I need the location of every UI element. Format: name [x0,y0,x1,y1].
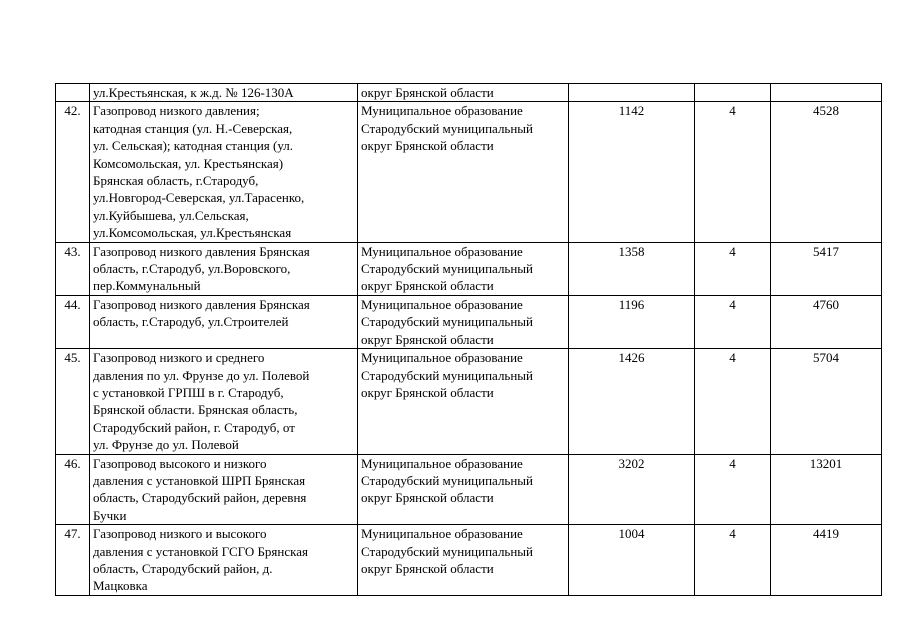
row-number-cell: 42. [56,102,90,242]
object-name-line: пер.Коммунальный [93,278,201,294]
object-name-cell [90,349,358,454]
value-cell: 5417 [771,242,882,295]
quantity-cell: 4 [695,242,771,295]
object-name-line: с установкой ГРПШ в г. Стародуб, [93,384,284,400]
row-number-cell: 45. [56,349,90,454]
owner-line: округ Брянской области [361,384,494,400]
object-name-line: Стародубский район, г. Стародуб, от [93,419,295,435]
length-cell: 1004 [569,525,695,596]
object-name-line: Бучки [93,507,127,523]
value-cell: 4419 [771,525,882,596]
object-name-line: ул.Куйбышева, ул.Сельская, [93,207,249,223]
object-name-cell [90,295,358,348]
value-cell: 4760 [771,295,882,348]
object-name-line: Газопровод низкого давления Брянская [93,296,310,312]
owner-cell [358,84,569,102]
length-cell: 1196 [569,295,695,348]
owner-line: округ Брянской области [361,331,494,347]
object-name-line: давления с установкой ГСГО Брянская [93,543,308,559]
object-name-line: Газопровод низкого давления Брянская [93,243,310,259]
object-name-line: область, Стародубский район, деревня [93,490,307,506]
object-name-line: Брянской области. Брянская область, [93,402,298,418]
owner-line: округ Брянской области [361,490,494,506]
value-cell: 5704 [771,349,882,454]
object-name-line: ул. Фрунзе до ул. Полевой [93,437,239,453]
quantity-cell: 4 [695,102,771,242]
object-name-line: область, г.Стародуб, ул.Воровского, [93,261,291,277]
object-name-line: Брянская область, г.Стародуб, [93,173,259,189]
object-name-line: ул.Новгород-Северская, ул.Тарасенко, [93,190,305,206]
object-name-line: ул.Крестьянская, к ж.д. № 126-130А [93,85,294,100]
object-name-cell [90,242,358,295]
gas-pipeline-table [55,83,882,596]
object-name-line: давления с установкой ШРП Брянская [93,472,306,488]
row-number-cell [56,84,90,102]
owner-line: округ Брянской области [361,138,494,154]
row-number-cell: 46. [56,454,90,525]
quantity-cell: 4 [695,295,771,348]
object-name-cell [90,102,358,242]
table-row [56,102,882,242]
quantity-cell [695,84,771,102]
owner-line: Стародубский муниципальный [361,261,534,277]
object-name-line: давления по ул. Фрунзе до ул. Полевой [93,367,310,383]
object-name-cell [90,84,358,102]
row-number-cell: 47. [56,525,90,596]
length-cell: 1426 [569,349,695,454]
owner-line: Стародубский муниципальный [361,543,534,559]
object-name-cell [90,454,358,525]
length-cell: 3202 [569,454,695,525]
object-name-line: Комсомольская, ул. Крестьянская) [93,155,284,171]
owner-line: Муниципальное образование [361,296,523,312]
length-cell: 1358 [569,242,695,295]
owner-line: Стародубский муниципальный [361,314,534,330]
owner-line: округ Брянской области [361,278,494,294]
object-name-line: ул. Сельская); катодная станция (ул. [93,138,293,154]
object-name-line: ул.Комсомольская, ул.Крестьянская [93,225,292,241]
object-name-line: область, Стародубский район, д. [93,560,273,576]
table-row [56,295,882,348]
quantity-cell: 4 [695,525,771,596]
table-row [56,242,882,295]
length-cell: 1142 [569,102,695,242]
object-name-line: катодная станция (ул. Н.-Северская, [93,120,293,136]
owner-cell [358,242,569,295]
owner-line: Муниципальное образование [361,455,523,471]
object-name-cell [90,525,358,596]
owner-cell [358,295,569,348]
object-name-line: Мацковка [93,578,148,594]
length-cell [569,84,695,102]
value-cell [771,84,882,102]
table-row [56,84,882,102]
owner-cell [358,525,569,596]
owner-cell [358,454,569,525]
owner-line: Стародубский муниципальный [361,120,534,136]
table-row [56,454,882,525]
quantity-cell: 4 [695,454,771,525]
quantity-cell: 4 [695,349,771,454]
row-number-cell: 44. [56,295,90,348]
owner-line: Муниципальное образование [361,103,523,119]
owner-line: Стародубский муниципальный [361,367,534,383]
owner-line: округ Брянской области [361,560,494,576]
object-name-line: Газопровод низкого давления; [93,103,260,119]
table-row [56,349,882,454]
owner-line: Муниципальное образование [361,243,523,259]
owner-cell [358,349,569,454]
owner-cell [358,102,569,242]
owner-line: округ Брянской области [361,85,494,100]
object-name-line: Газопровод низкого и высокого [93,526,267,542]
value-cell: 13201 [771,454,882,525]
owner-line: Муниципальное образование [361,350,523,366]
owner-line: Стародубский муниципальный [361,472,534,488]
table-body [56,84,882,596]
row-number-cell: 43. [56,242,90,295]
table-row [56,525,882,596]
value-cell: 4528 [771,102,882,242]
object-name-line: область, г.Стародуб, ул.Строителей [93,314,289,330]
object-name-line: Газопровод высокого и низкого [93,455,267,471]
object-name-line: Газопровод низкого и среднего [93,350,265,366]
owner-line: Муниципальное образование [361,526,523,542]
